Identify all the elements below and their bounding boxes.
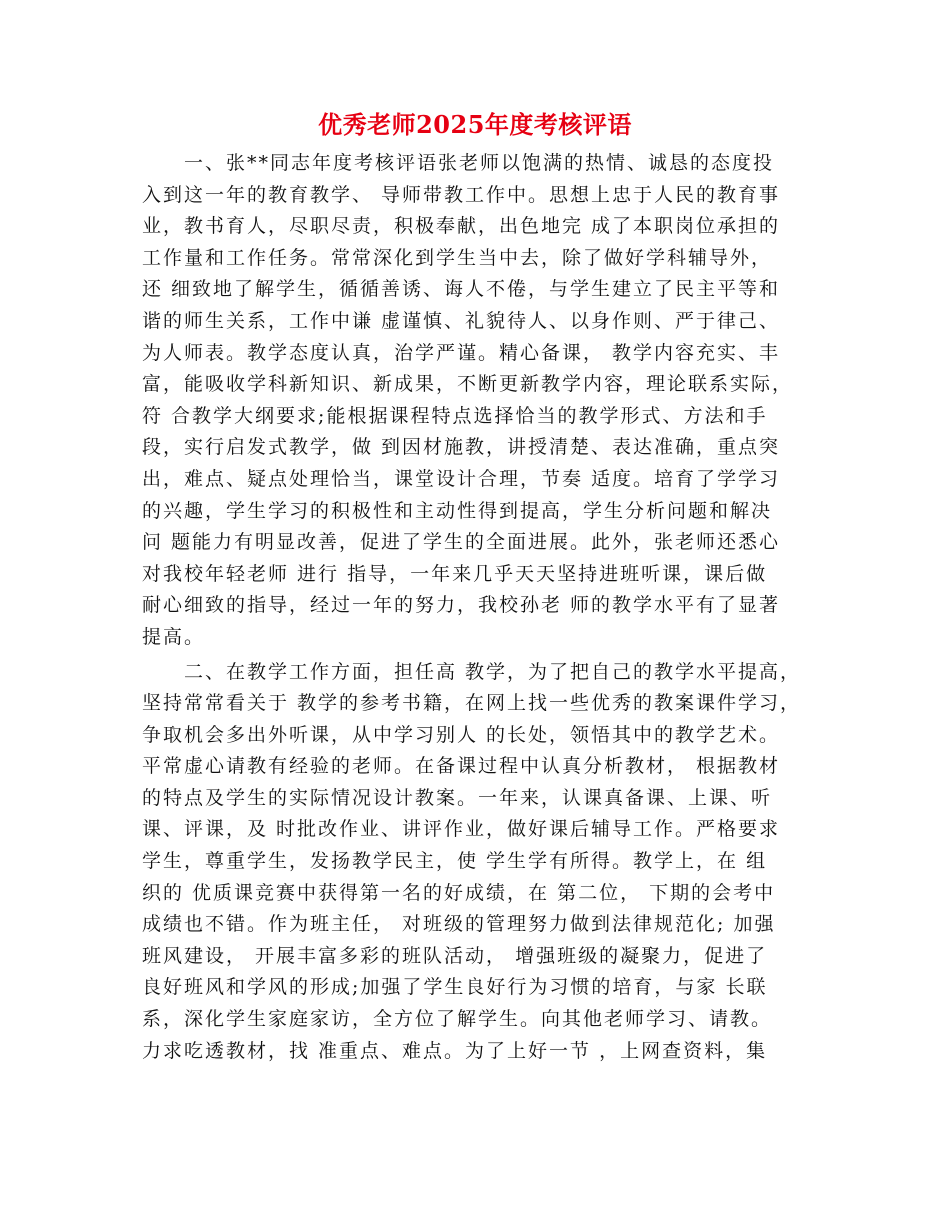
text-line: 问 题能力有明显改善，促进了学生的全面进展。此外，张老师还悉心 — [142, 531, 781, 554]
text-line: 耐心细致的指导，经过一年的努力，我校孙老 师的教学水平有了显著 — [142, 594, 781, 617]
text-line: 良好班风和学风的形成;加强了学生良好行为习惯的培育，与家 长联 — [142, 976, 768, 999]
text-line: 富，能吸收学科新知识、新成果，不断更新教学内容，理论联系实际， — [142, 373, 794, 396]
text-line: 符 合教学大纲要求;能根据课程特点选择恰当的教学形式、方法和手 — [142, 404, 768, 427]
document-title: 优秀老师2025年度考核评语 — [318, 110, 632, 139]
text-line: 入到这一年的教育教学、 导师带教工作中。思想上忠于人民的教育事 — [142, 183, 781, 206]
text-line: 课、评课，及 时批改作业、讲评作业，做好课后辅导工作。严格要求 — [142, 818, 781, 841]
text-line: 为人师表。教学态度认真，治学严谨。精心备课， 教学内容充实、丰 — [142, 341, 781, 364]
text-line: 班风建设， 开展丰富多彩的班队活动， 增强班级的凝聚力，促进了 — [142, 944, 768, 967]
text-line: 二、在教学工作方面，担任高 教学，为了把自己的教学水平提高， — [142, 660, 802, 683]
text-line: 对我校年轻老师 进行 指导，一年来几乎天天坚持进班听课，课后做 — [142, 562, 768, 585]
text-line: 平常虚心请教有经验的老师。在备课过程中认真分析教材， 根据教材 — [142, 755, 781, 778]
text-line: 系，深化学生家庭家访，全方位了解学生。向其他老师学习、请教。 — [142, 1008, 773, 1031]
text-line: 的特点及学生的实际情况设计教案。一年来，认课真备课、上课、听 — [142, 786, 773, 809]
text-line: 学生，尊重学生，发扬教学民主，使 学生学有所得。教学上，在 组 — [142, 850, 768, 873]
text-line: 一、张**同志年度考核评语张老师以饱满的热情、诚恳的态度投 — [142, 152, 775, 174]
text-line: 工作量和工作任务。常常深化到学生当中去，除了做好学科辅导外， — [142, 246, 773, 269]
text-line: 业，教书育人，尽职尽责，积极奉献，出色地完 成了本职岗位承担的 — [142, 215, 781, 238]
text-line: 争取机会多出外听课，从中学习别人 的长处，领悟其中的教学艺术。 — [142, 723, 781, 746]
paragraph-2 — [142, 657, 822, 1068]
text-line: 出，难点、疑点处理恰当，课堂设计合理，节奏 适度。培育了学学习 — [142, 467, 781, 490]
paragraph-1 — [142, 148, 822, 654]
text-line: 谐的师生关系，工作中谦 虚谨慎、礼貌待人、以身作则、严于律己、 — [142, 309, 781, 332]
text-line: 力求吃透教材，找 准重点、难点。为了上好一节 ，上网查资料，集 — [142, 1039, 768, 1062]
text-line: 的兴趣，学生学习的积极性和主动性得到提高，学生分析问题和解决 — [142, 499, 773, 522]
text-line: 段，实行启发式教学，做 到因材施教，讲授清楚、表达准确，重点突 — [142, 436, 781, 459]
text-line: 提高。 — [142, 625, 206, 648]
text-line: 还 细致地了解学生，循循善诱、诲人不倦，与学生建立了民主平等和 — [142, 278, 781, 301]
text-line: 织的 优质课竞赛中获得第一名的好成绩，在 第二位， 下期的会考中 — [142, 881, 776, 904]
text-line: 坚持常常看关于 教学的参考书籍，在网上找一些优秀的教案课件学习， — [142, 692, 802, 715]
document-body — [142, 148, 822, 1067]
text-line: 成绩也不错。作为班主任， 对班级的管理努力做到法律规范化; 加强 — [142, 913, 776, 936]
